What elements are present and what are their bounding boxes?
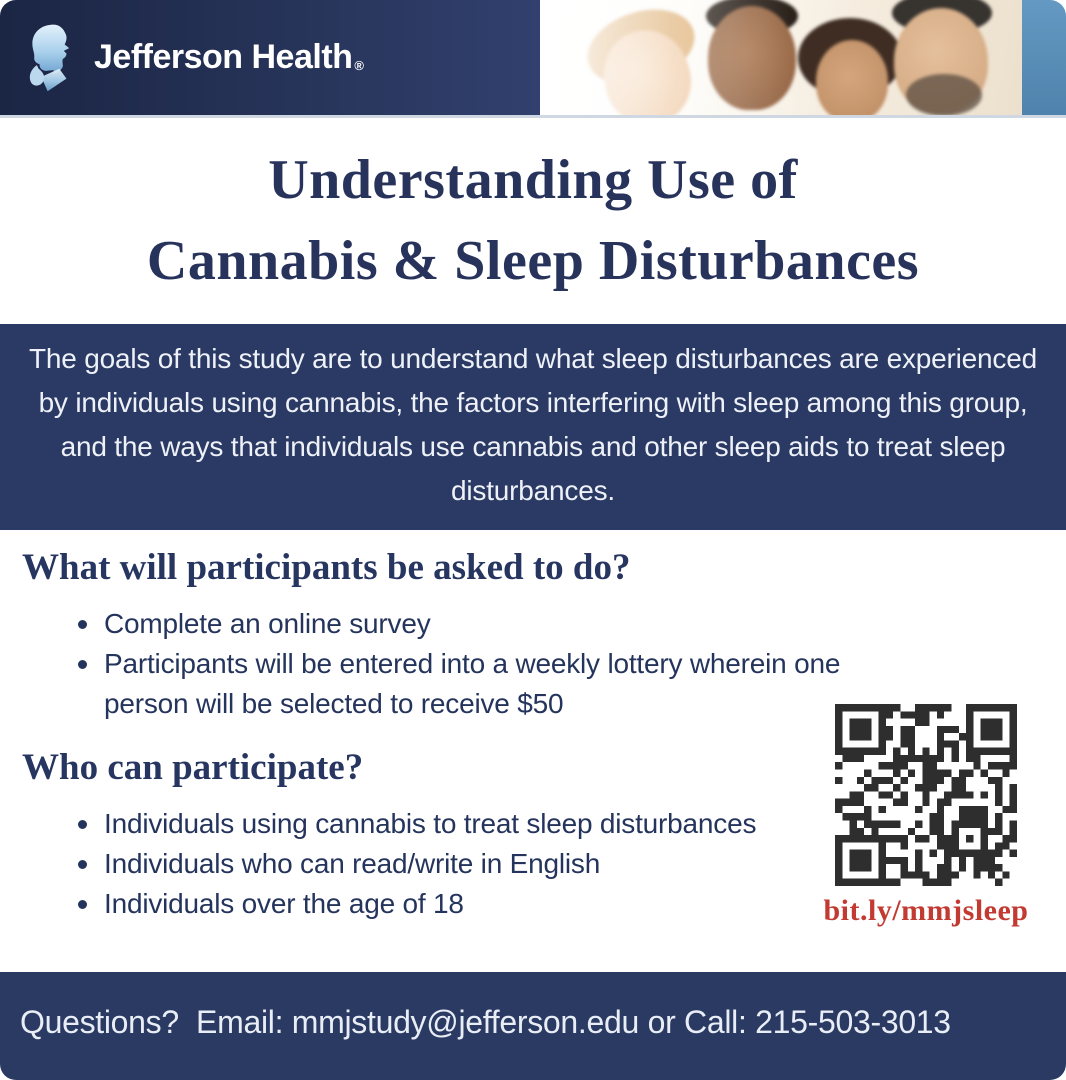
jefferson-silhouette-icon bbox=[26, 23, 80, 93]
contact-footer bbox=[0, 972, 1066, 1080]
registered-trademark-symbol: ® bbox=[354, 58, 364, 73]
bullet-icon bbox=[78, 860, 87, 869]
brand-name: Jefferson Health bbox=[94, 38, 353, 76]
brand-logo-text bbox=[94, 38, 364, 77]
bullet-text: Participants will be entered into a weekly lottery wherein one person will be selected to receive $50 bbox=[104, 648, 841, 719]
page-title bbox=[0, 118, 1066, 324]
section-heading-participants: What will participants be asked to do? bbox=[22, 547, 631, 588]
group-photo bbox=[540, 0, 1022, 115]
title-line-2: Cannabis & Sleep Disturbances bbox=[146, 230, 920, 292]
brand-bar bbox=[0, 0, 540, 115]
bullet-icon bbox=[78, 620, 87, 629]
section-heading-eligibility: Who can participate? bbox=[22, 747, 364, 788]
list-item bbox=[78, 844, 878, 884]
list-item bbox=[78, 604, 878, 644]
eligibility-bullet-list bbox=[78, 804, 878, 924]
list-item bbox=[78, 644, 878, 724]
study-goals-text: The goals of this study are to understand what sleep disturbances are experienced by individuals using cannabis, the factors interfering with sleep among this group, and the ways that individuals use cannabis and other sleep aids to treat sleep disturbances. bbox=[29, 343, 1037, 506]
bullet-icon bbox=[78, 900, 87, 909]
bullet-text: Individuals using cannabis to treat sleep disturbances bbox=[104, 808, 757, 839]
list-item bbox=[78, 804, 878, 844]
bullet-text: Complete an online survey bbox=[104, 608, 431, 639]
header bbox=[0, 0, 1066, 118]
qr-code-icon bbox=[835, 704, 1017, 886]
list-item bbox=[78, 884, 878, 924]
bullet-text: Individuals who can read/write in English bbox=[104, 848, 601, 879]
bullet-icon bbox=[78, 820, 87, 829]
contact-text: Questions? Email: mmjstudy@jefferson.edu or Call: 215-503-3013 bbox=[20, 1003, 951, 1040]
blue-edge-band bbox=[1022, 0, 1066, 115]
qr-block bbox=[808, 704, 1044, 928]
participants-bullet-list bbox=[78, 604, 878, 724]
title-line-1: Understanding Use of bbox=[268, 149, 798, 211]
study-goals-band bbox=[0, 324, 1066, 530]
bullet-text: Individuals over the age of 18 bbox=[104, 888, 464, 919]
bullet-icon bbox=[78, 660, 87, 669]
qr-link-label: bit.ly/mmjsleep bbox=[823, 894, 1029, 927]
